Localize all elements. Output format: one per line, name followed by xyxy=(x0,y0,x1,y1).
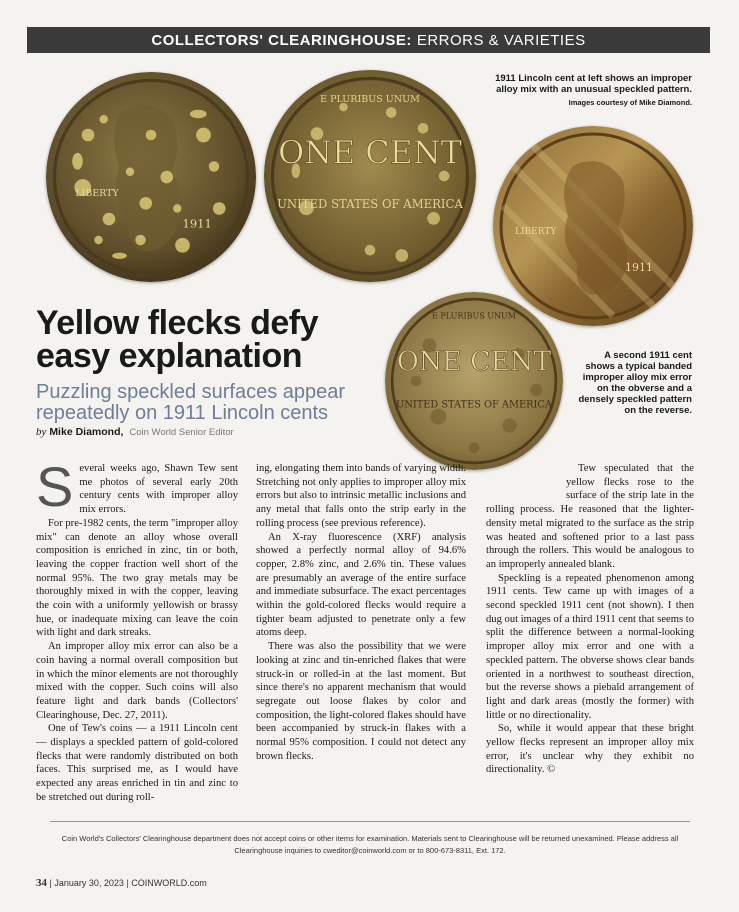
paragraph: So, while it would appear that these bright yellow flecks represent an improper alloy mix error, it's unclear why they exhibit no directionality. © xyxy=(486,723,694,776)
coin-4-legend: ONE CENT xyxy=(396,346,552,378)
subhead: Puzzling speckled surfaces appear repeatedly on 1911 Lincoln cents xyxy=(36,381,346,424)
paragraph: An X-ray fluorescence (XRF) analysis showed a perfectly normal alloy of 94.6% copper, 2.8% zinc, and 2.6% tin. These values are presumably an average of the entire surface and immediate subsurface. The exact percentages within the gold-colored flecks would require a tighter beam adjusted to penetrate only a few atoms deep. xyxy=(256,531,466,639)
coin-4-country: UNITED STATES OF AMERICA xyxy=(396,399,552,411)
coin-2-legend: ONE CENT xyxy=(278,134,462,172)
image-credit: Images courtesy of Mike Diamond. xyxy=(568,98,692,107)
paragraph: ing, elongating them into bands of varying width. Stretching not only applies to improper alloy mix errors but also to intrinsic metallic inclusions and any metal that falls onto the strip early in the rolling process (see previous reference). xyxy=(256,463,466,529)
coin-1-obverse-image xyxy=(46,72,256,282)
byline-author: Mike Diamond, xyxy=(49,426,124,438)
coin-3-date: 1911 xyxy=(625,261,653,274)
coin-2-reverse-image xyxy=(385,292,563,470)
paragraph: One of Tew's coins — a 1911 Lincoln cent — displays a speckled pattern of gold-colored flecks that were randomly distributed on both faces. This surprised me, as I would have expected any areas enriched in tin and zinc to be stretched out during roll- xyxy=(36,723,238,803)
coin-1-legend: LIBERTY xyxy=(75,187,119,199)
coin-2-country: UNITED STATES OF AMERICA xyxy=(277,196,463,211)
article-column-3 xyxy=(486,462,694,777)
paragraph: An improper alloy mix error can also be a coin having a normal overall composition but in which the minor elements are not thoroughly mixed with the copper. Such coins will also feature light and dark bands (Collectors' Clearinghouse, Dec. 27, 2011). xyxy=(36,641,238,721)
headline: Yellow flecks defy easy explanation xyxy=(36,304,319,375)
article-column-1 xyxy=(36,455,238,805)
page-folio: 34 | January 30, 2023 | COINWORLD.com xyxy=(36,877,207,889)
section-banner xyxy=(27,27,710,53)
coin-2-motto: E PLURIBUS UNUM xyxy=(320,93,420,105)
banner-section: COLLECTORS' CLEARINGHOUSE: xyxy=(151,31,412,49)
article-column-2 xyxy=(256,462,466,763)
footer-notice: Coin World's Collectors' Clearinghouse department does not accept coins or other items for examination. Materials sent to Clearinghouse will be returned unexamined. Please address all Clearinghouse inquiries to cweditor@coinworld.com or to 800-673-8311, Ext. 172. xyxy=(61,834,679,855)
coin-1-date: 1911 xyxy=(182,216,212,231)
coin-4-motto: E PLURIBUS UNUM xyxy=(432,311,516,321)
coin-1-reverse-image xyxy=(264,70,476,282)
paragraph: everal weeks ago, Shawn Tew sent me photos of several early 20th century cents with improper alloy mix errors. xyxy=(79,463,238,516)
issue-date: January 30, 2023 xyxy=(54,878,124,888)
coin-2-obverse-image xyxy=(493,126,693,326)
caption-first-text: 1911 Lincoln cent at left shows an improper alloy mix with an unusual speckled pattern. xyxy=(495,73,692,95)
site-name: COINWORLD.com xyxy=(131,878,207,888)
footer-divider xyxy=(50,821,690,822)
paragraph: Speckling is a repeated phenomenon among 1911 cents. Tew came up with images of a second speckled 1911 cent (not shown). I then dug out images of a third 1911 cent that seems to split the difference between a normal-looking improper alloy mix error and one with a speckled pattern. The obverse shows clear bands oriented in a northwest to southeast direction, but the reverse shows a piebald arrangement of light and dark areas (mostly the former) with little or no directionality. xyxy=(486,572,694,721)
caption-first-coin xyxy=(492,73,692,108)
paragraph: Tew speculated that the yellow flecks rose to the surface of the strip late in the rolling process. He reasoned that the lighter-density metal migrated to the surface as the strip was heated and softened prior to a last pass through the rollers. This would be analogous to an improperly annealed blank. xyxy=(486,463,694,570)
byline-by: by xyxy=(36,426,47,438)
caption-second-coin: A second 1911 cent shows a typical banded improper alloy mix error on the obverse and a densely speckled pattern on the reverse. xyxy=(578,350,692,416)
page-number: 34 xyxy=(36,877,47,889)
byline-role: Coin World Senior Editor xyxy=(129,427,234,438)
paragraph: For pre-1982 cents, the term "improper alloy mix" can denote an alloy whose overall composition is enriched in zinc, tin or both, leaving the copper fraction well short of the normal 95%. The two gray metals may be thoroughly mixed in with the copper, leaving the coin with a uniformly yellowish or brassy hue, or inadequate mixing can leave the coin with light and dark streaks. xyxy=(36,517,238,639)
coin-3-legend: LIBERTY xyxy=(515,227,557,237)
byline xyxy=(36,426,234,438)
drop-cap: S xyxy=(36,455,74,518)
paragraph: There was also the possibility that we were looking at zinc and tin-enriched flakes that were struck-in or rolled-in at the last moment. But since there's no apparent mechanism that would segregate out loose flakes by color and composition, the light-colored flakes should have been accompanied by struck-in flakes with a normal 95% composition. I could not detect any brown flecks. xyxy=(256,641,466,762)
banner-topic: ERRORS & VARIETIES xyxy=(416,31,586,49)
text-wrap-spacer xyxy=(486,462,566,490)
